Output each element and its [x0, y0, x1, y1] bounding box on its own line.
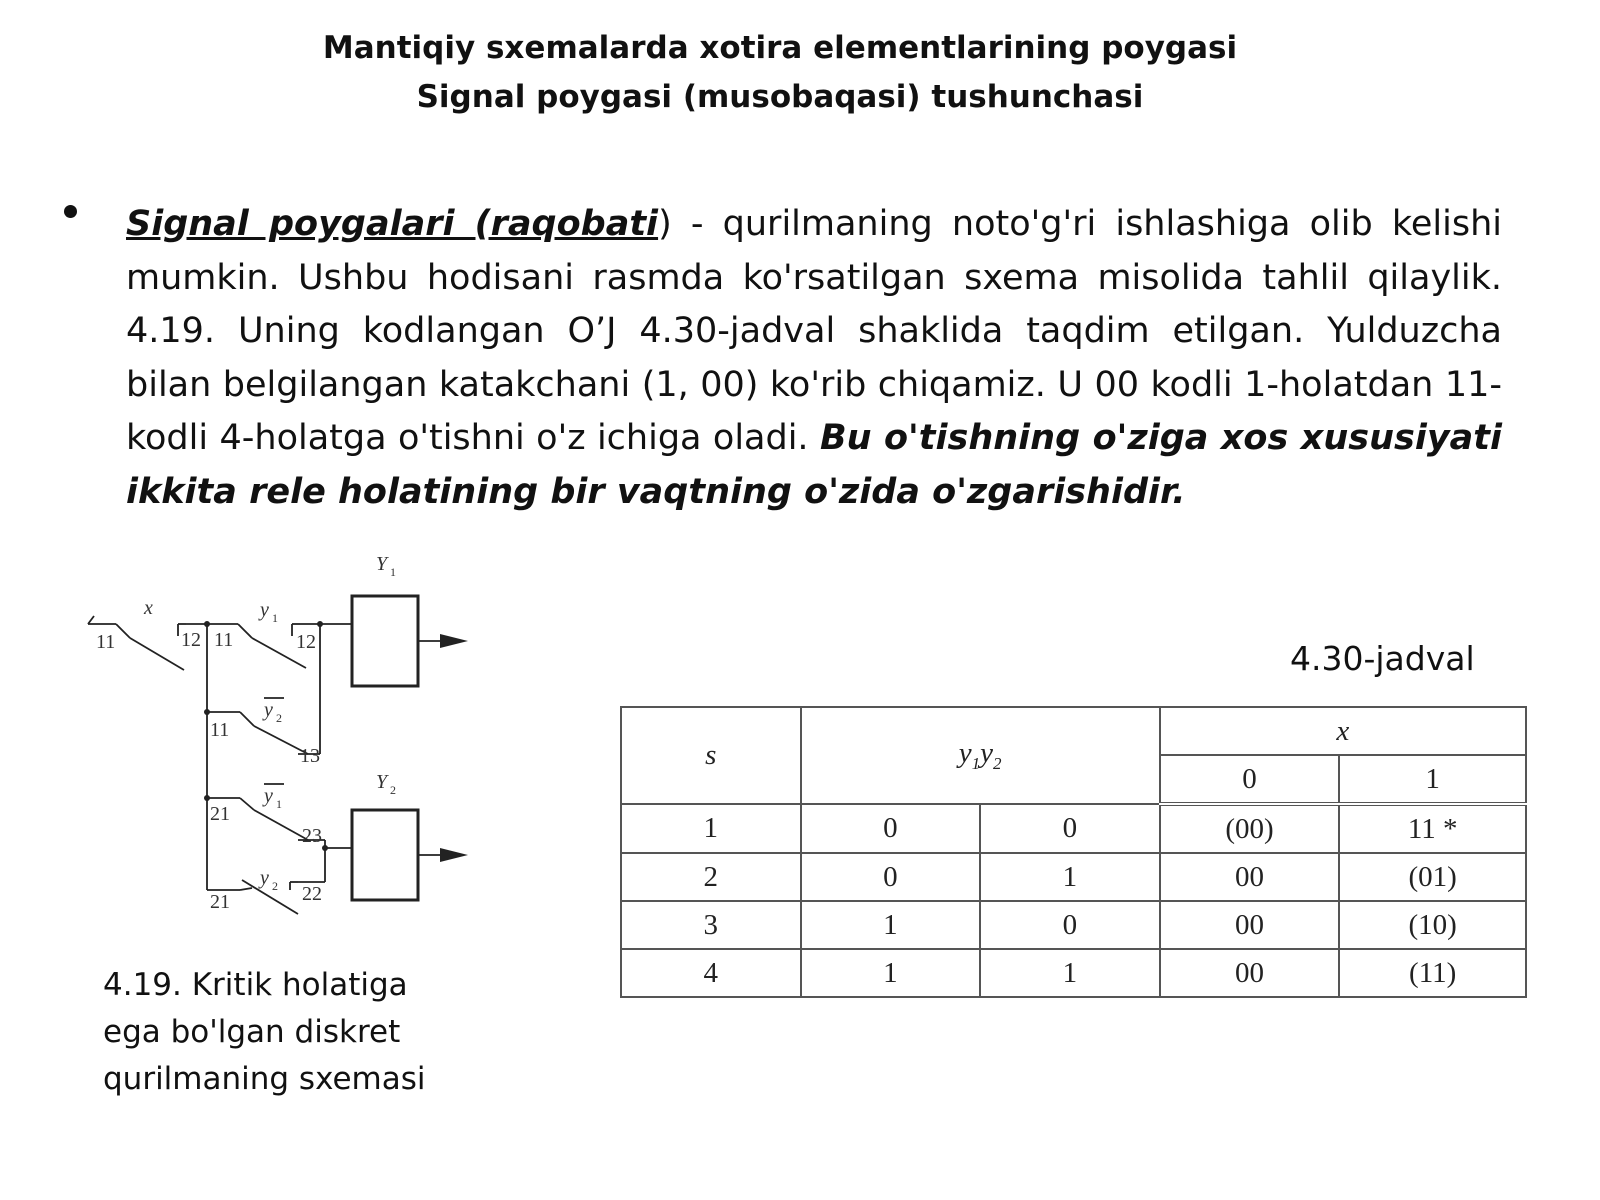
cell-x1: (11) [1339, 949, 1526, 997]
header-y1-sub: 1 [971, 753, 981, 773]
header-x1: 1 [1339, 755, 1526, 804]
table-caption: 4.30-jadval [1290, 639, 1475, 678]
cell-x0: (00) [1160, 804, 1340, 853]
contact-22: 22 [302, 883, 322, 905]
cell-x0: 00 [1160, 949, 1340, 997]
cell-y1: 0 [801, 804, 981, 853]
cell-x0: 00 [1160, 901, 1340, 949]
circuit-diagram [80, 548, 500, 948]
bullet-icon [64, 205, 77, 218]
cell-y2: 0 [980, 804, 1160, 853]
contact-21-y2: 21 [210, 891, 230, 913]
cell-y2: 1 [980, 853, 1160, 901]
label-y1-bar: y [264, 785, 273, 807]
label-y2-bottom-sub: 2 [272, 879, 278, 893]
label-y2-bar: y [264, 699, 273, 721]
contact-11-y2bar: 11 [210, 719, 230, 741]
contact-11-x: 11 [96, 631, 116, 653]
cell-s: 2 [621, 853, 801, 901]
label-Y1-sub: 1 [390, 565, 396, 579]
header-y1: y [958, 737, 972, 770]
table-row [621, 804, 1526, 853]
term-close-paren: ) [658, 204, 672, 244]
term-signal-race: Signal poygalari (raqobati [126, 204, 659, 244]
label-y2-bar-sub: 2 [276, 711, 282, 725]
label-Y2-sub: 2 [390, 783, 396, 797]
cell-y1: 1 [801, 949, 981, 997]
cell-s: 3 [621, 901, 801, 949]
cell-y1: 0 [801, 853, 981, 901]
output-arrow-1 [440, 634, 468, 648]
header-y2-sub: 2 [992, 753, 1002, 773]
bullet-paragraph [126, 198, 1502, 519]
table-row [621, 853, 1526, 901]
label-Y1: Y [376, 553, 388, 575]
header-x0: 0 [1160, 755, 1340, 804]
cell-s: 1 [621, 804, 801, 853]
output-arrow-2 [440, 848, 468, 862]
label-y1-top-sub: 1 [272, 611, 278, 625]
cell-s: 4 [621, 949, 801, 997]
cell-y1: 1 [801, 901, 981, 949]
paragraph-emphasis: Bu o'tishning o'ziga xos xususiyati ikkita rele holatining bir vaqtning o'zida o'zgarishidir. [126, 418, 1502, 512]
label-y1-bar-sub: 1 [276, 797, 282, 811]
contact-12-y1: 12 [296, 631, 316, 653]
label-Y2: Y [376, 771, 388, 793]
table-row [621, 901, 1526, 949]
header-y1y2 [801, 707, 1160, 804]
caption-line-3: qurilmaning sxemasi [103, 1061, 426, 1097]
contact-21-y1bar: 21 [210, 803, 230, 825]
header-s: s [621, 707, 801, 804]
contact-23: 23 [302, 825, 322, 847]
title-line-2: Signal poygasi (musobaqasi) tushunchasi [416, 79, 1144, 115]
label-y1-top: y [260, 599, 269, 621]
cell-x1: (01) [1339, 853, 1526, 901]
header-y2: y [980, 737, 993, 770]
table-header-row-1 [621, 707, 1526, 755]
slide-title [0, 24, 1560, 122]
cell-x0: 00 [1160, 853, 1340, 901]
cell-y2: 1 [980, 949, 1160, 997]
table-row [621, 949, 1526, 997]
cell-x1: (10) [1339, 901, 1526, 949]
cell-x1: 11 * [1339, 804, 1526, 853]
caption-line-2: ega bo'lgan diskret [103, 1014, 401, 1050]
label-y2-bottom: y [260, 867, 269, 889]
contact-13: 13 [300, 745, 320, 767]
cell-y2: 0 [980, 901, 1160, 949]
state-table [620, 706, 1527, 998]
figure-caption [103, 962, 463, 1103]
header-x: x [1160, 707, 1526, 755]
title-line-1: Mantiqiy sxemalarda xotira elementlarining poygasi [322, 30, 1238, 66]
contact-12-x: 12 [181, 629, 201, 651]
label-x: x [144, 597, 153, 619]
caption-line-1: 4.19. Kritik holatiga [103, 967, 408, 1003]
contact-11-y1: 11 [214, 629, 234, 651]
paragraph-body: - qurilmaning noto'g'ri ishlashiga olib kelishi mumkin. Ushbu hodisani rasmda ko'rsatilgan sxema misolida tahlil qilaylik. 4.19. Uning kodlangan O’J 4.30-jadval shaklida taqdim etilgan. Yulduzcha bilan belgilangan katakchani (1, 00) ko'rib chiqamiz. U 00 kodli 1-holatdan 11-kodli 4-holatga o'tishni o'z ichiga oladi. [126, 204, 1502, 458]
